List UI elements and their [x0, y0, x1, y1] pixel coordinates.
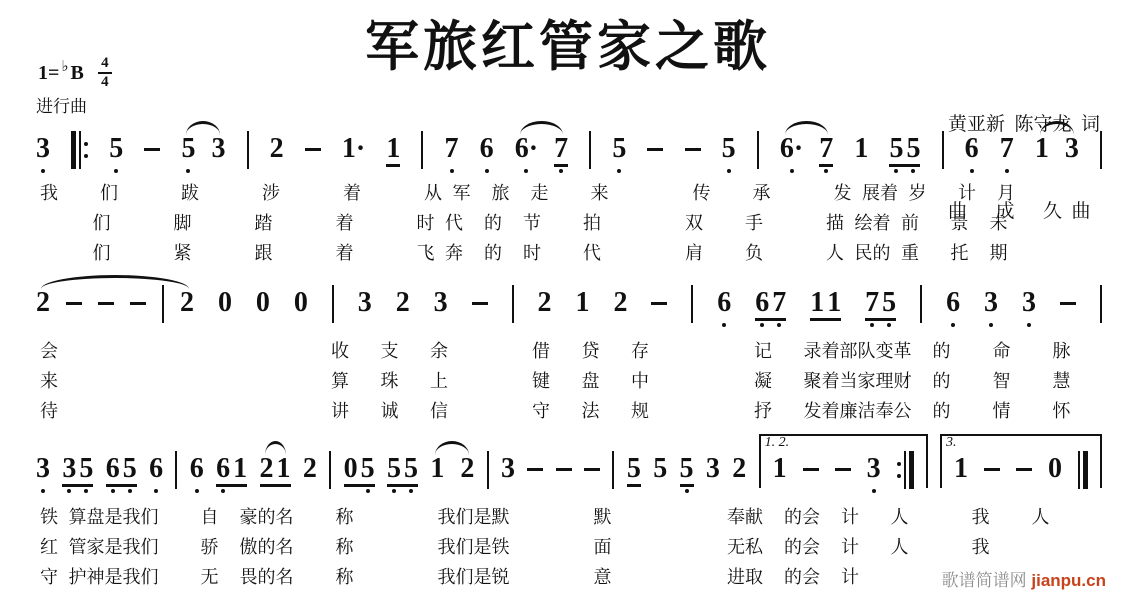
note: 6· [780, 134, 803, 164]
note: 5 [404, 454, 418, 484]
note: 5 [680, 454, 694, 487]
note: 7 [865, 288, 879, 318]
note: 7 [445, 134, 459, 164]
composer-credit: 曲 成 久 曲 [947, 201, 1091, 222]
note: 0 [343, 453, 358, 484]
dash-note [651, 302, 667, 305]
note: 2 [36, 287, 50, 318]
octave-dot [727, 169, 731, 173]
octave-dot [1005, 169, 1009, 173]
beam-group [344, 454, 375, 487]
lyric-row: 会 收 支 余 借 贷 存 记 录着部队变革 的 命 脉 [40, 341, 1071, 361]
note: 2 [269, 133, 284, 164]
watermark [942, 566, 1106, 591]
note: 6 [480, 134, 494, 164]
note: 7 [554, 134, 568, 167]
barline [487, 451, 489, 489]
octave-dot [777, 323, 781, 327]
barline [920, 285, 922, 323]
octave-dot [989, 323, 993, 327]
note: 2 [395, 287, 410, 318]
watermark-site: 歌谱简谱网 [941, 571, 1032, 590]
key-note: B [70, 61, 84, 84]
barline-close [897, 451, 914, 489]
barline [589, 131, 591, 169]
dash-note [1016, 468, 1032, 471]
dash-note [144, 148, 160, 151]
key-prefix: 1= [38, 61, 60, 84]
octave-dot [485, 169, 489, 173]
note: 5 [882, 288, 896, 318]
octave-dot [524, 169, 528, 173]
note: 7 [772, 288, 786, 318]
barline [162, 285, 164, 323]
note: 6 [216, 454, 230, 484]
meter-numerator: 4 [101, 55, 109, 71]
slur-group [181, 134, 225, 164]
barline-open [71, 131, 88, 169]
barline [1100, 131, 1102, 169]
barline [942, 131, 944, 169]
beam-group [865, 288, 896, 321]
octave-dot [872, 489, 876, 493]
note: 2 [460, 453, 475, 484]
dash-note [647, 148, 663, 151]
slur-group [515, 134, 568, 167]
note: 7 [819, 134, 833, 167]
note: 5 [123, 454, 137, 484]
octave-dot [409, 489, 413, 493]
barline [691, 285, 693, 323]
note: 0 [293, 287, 308, 318]
lyric-row: 红 管家是我们 骄 傲的名 称 我们是铁 面 无私 的会 计 人 我 [40, 537, 990, 557]
octave-dot [1027, 323, 1031, 327]
song-title: 军旅红管家之歌 [365, 17, 771, 77]
lyric-row: 守 护神是我们 无 畏的名 称 我们是锐 意 进取 的会 计 [40, 567, 859, 587]
note: 2 [732, 453, 747, 484]
note: 1 [953, 453, 968, 484]
note: 6 [946, 288, 960, 318]
note: 3 [1064, 133, 1079, 164]
octave-dot [186, 169, 190, 173]
note: 7 [1000, 134, 1014, 164]
octave-dot [366, 489, 370, 493]
barline [512, 285, 514, 323]
octave-dot [760, 323, 764, 327]
note: 5 [387, 454, 401, 484]
beam-group [106, 454, 137, 487]
dash-note [803, 468, 819, 471]
beam-group [387, 454, 418, 487]
beam-group [810, 288, 841, 321]
slur-group [36, 288, 194, 323]
note: 2 [259, 453, 274, 484]
note: 1 [386, 134, 400, 167]
note: 2 [537, 287, 552, 318]
repeat-dots-icon [84, 142, 88, 158]
beam-group [889, 134, 920, 167]
slur-group [1035, 134, 1079, 164]
lyric-row: 来 算 珠 上 键 盘 中 凝 聚着当家理财 的 智 慧 [40, 371, 1071, 391]
note: 0 [255, 287, 270, 318]
note: 6 [755, 288, 769, 318]
barline [332, 285, 334, 323]
volta-label: 1. 2. [764, 435, 790, 450]
watermark-url[interactable]: jianpu.cn [1031, 571, 1106, 590]
time-signature [98, 56, 112, 90]
dash-note [130, 302, 146, 305]
octave-dot [41, 169, 45, 173]
octave-dot [84, 489, 88, 493]
note: 1 [575, 287, 590, 318]
note: 5 [361, 454, 375, 484]
note: 3 [1022, 288, 1036, 318]
barline [421, 131, 423, 169]
dash-note [1060, 302, 1076, 305]
octave-dot [790, 169, 794, 173]
barline-final [1078, 451, 1088, 489]
octave-dot [111, 489, 115, 493]
note: 1 [233, 453, 248, 484]
dash-note [472, 302, 488, 305]
lyric-row: 们 紧 跟 着 飞 奔 的 时 代 肩 负 人 民的 重 托 期 [40, 243, 1008, 263]
octave-dot [970, 169, 974, 173]
octave-dot [824, 169, 828, 173]
octave-dot [195, 489, 199, 493]
note: 6· [515, 134, 538, 164]
note: 6 [717, 288, 731, 318]
beam-group [216, 454, 247, 487]
slur-group [430, 454, 474, 484]
dash-note [556, 468, 572, 471]
octave-dot [154, 489, 158, 493]
octave-dot [41, 489, 45, 493]
meter-denominator: 4 [101, 74, 109, 90]
volta-bracket [940, 435, 1102, 489]
note: 2 [302, 453, 317, 484]
dash-note [305, 148, 321, 151]
octave-dot [617, 169, 621, 173]
note: 1 [854, 133, 869, 164]
lyricist-credit: 黄亚新 陈守龙 词 [947, 114, 1100, 135]
note: 5 [181, 134, 195, 164]
note: 1 [276, 453, 291, 484]
lyric-row: 我 们 跋 涉 着 从 军 旅 走 来 传 承 发 展着 岁 计 月 [40, 183, 1015, 203]
note: 1 [1034, 133, 1049, 164]
octave-dot [559, 169, 563, 173]
barline [247, 131, 249, 169]
slur-group [780, 134, 833, 167]
note: 3 [62, 454, 76, 484]
octave-dot [894, 169, 898, 173]
lyric-row: 待 讲 诚 信 守 法 规 抒 发着廉洁奉公 的 情 怀 [40, 401, 1071, 421]
note: 3 [36, 454, 50, 484]
octave-dot [128, 489, 132, 493]
note: 2 [613, 287, 628, 318]
octave-dot [450, 169, 454, 173]
note: 6 [190, 454, 204, 484]
note: 5 [612, 134, 626, 164]
note: 5 [722, 134, 736, 164]
note-line-1 [36, 134, 1102, 176]
note: 3 [984, 288, 998, 318]
dash-note [66, 302, 82, 305]
note: 3 [501, 453, 516, 484]
volta-bracket [759, 435, 928, 489]
beam-group [62, 454, 93, 487]
note: 6 [965, 134, 979, 164]
note: 5 [627, 454, 641, 487]
slur-group [260, 454, 291, 487]
note: 1 [827, 287, 842, 318]
note: 5 [889, 134, 903, 164]
dash-note [98, 302, 114, 305]
note: 5 [906, 134, 920, 164]
tempo-marking: 进行曲 [36, 97, 87, 116]
barline [612, 451, 614, 489]
note: 1 [810, 287, 825, 318]
octave-dot [221, 489, 225, 493]
dash-note [527, 468, 543, 471]
note: 0 [1047, 453, 1062, 484]
octave-dot [722, 323, 726, 327]
note: 2 [180, 287, 194, 318]
volta-label: 3. [945, 435, 957, 450]
note: 1· [341, 133, 366, 164]
note: 3 [36, 134, 50, 164]
note-line-2 [36, 288, 1102, 330]
lyric-row: 们 脚 踏 着 时 代 的 节 拍 双 手 描 绘着 前 景 未 [40, 213, 1008, 233]
key-signature [38, 56, 112, 90]
octave-dot [887, 323, 891, 327]
note: 6 [149, 454, 163, 484]
repeat-dots-icon [897, 462, 901, 478]
note: 5 [109, 134, 123, 164]
barline [175, 451, 177, 489]
note: 3 [705, 453, 720, 484]
octave-dot [392, 489, 396, 493]
dash-note [685, 148, 701, 151]
note-line-3 [36, 435, 1102, 496]
note: 3 [357, 287, 372, 318]
barline [329, 451, 331, 489]
octave-dot [685, 489, 689, 493]
note: 5 [653, 453, 668, 484]
octave-dot [67, 489, 71, 493]
note: 5 [79, 454, 93, 484]
note: 1 [430, 453, 445, 484]
beam-group [755, 288, 786, 321]
barline [757, 131, 759, 169]
dash-note [584, 468, 600, 471]
octave-dot [870, 323, 874, 327]
lyric-row: 铁 算盘是我们 自 豪的名 称 我们是默 默 奉献 的会 计 人 我 人 [40, 507, 1050, 527]
dash-note [984, 468, 1000, 471]
octave-dot [911, 169, 915, 173]
dash-note [835, 468, 851, 471]
octave-dot [951, 323, 955, 327]
note: 1 [772, 453, 787, 484]
octave-dot [114, 169, 118, 173]
note: 6 [106, 454, 120, 484]
note: 0 [217, 287, 232, 318]
barline [1100, 285, 1102, 323]
note: 3 [433, 287, 448, 318]
flat-icon: ♭ [61, 58, 69, 75]
note: 3 [211, 133, 226, 164]
note: 3 [867, 454, 881, 484]
beam-group [260, 454, 291, 487]
